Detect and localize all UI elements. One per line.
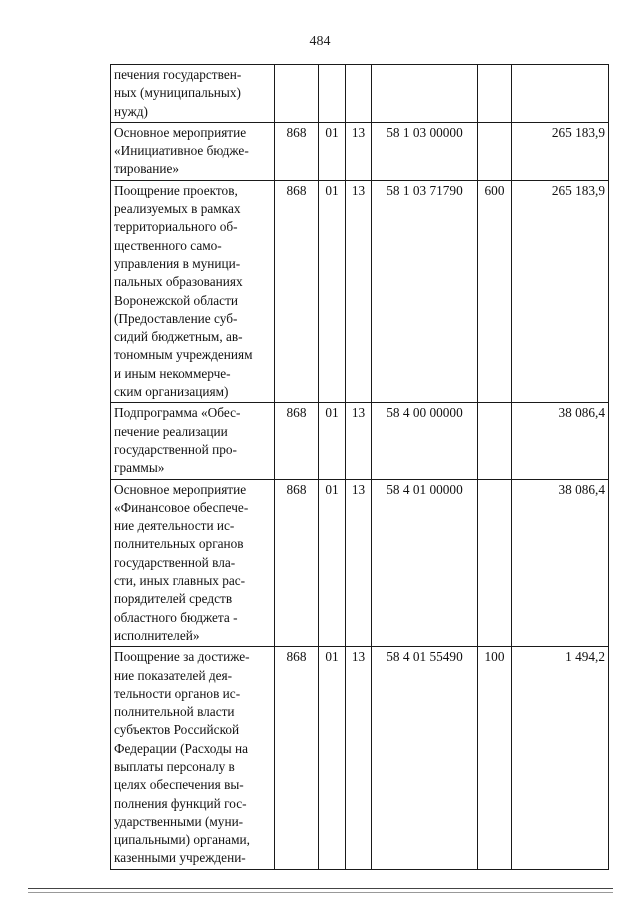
ministry-code-cell xyxy=(275,65,319,123)
table-body xyxy=(111,65,609,870)
target-article-cell: 58 1 03 71790 xyxy=(372,180,478,403)
amount-cell xyxy=(512,65,609,123)
expense-type-cell: 600 xyxy=(478,180,512,403)
target-article-cell: 58 4 00 00000 xyxy=(372,403,478,479)
ministry-code-cell: 868 xyxy=(275,403,319,479)
amount-cell: 38 086,4 xyxy=(512,479,609,647)
section-code-cell: 01 xyxy=(319,122,346,180)
amount-cell: 38 086,4 xyxy=(512,403,609,479)
ministry-code-cell: 868 xyxy=(275,479,319,647)
table-row xyxy=(111,479,609,647)
table-row xyxy=(111,647,609,870)
subsection-code-cell: 13 xyxy=(346,647,372,870)
ministry-code-cell: 868 xyxy=(275,122,319,180)
expense-type-cell xyxy=(478,122,512,180)
expense-type-cell: 100 xyxy=(478,647,512,870)
footer-rule-thin xyxy=(28,892,613,893)
table-row xyxy=(111,122,609,180)
amount-cell: 265 183,9 xyxy=(512,122,609,180)
subsection-code-cell: 13 xyxy=(346,479,372,647)
footer-rule xyxy=(28,888,613,889)
row-name-cell: Основное мероприятие «Инициативное бюдже- тирование» xyxy=(111,122,275,180)
amount-cell: 265 183,9 xyxy=(512,180,609,403)
row-name-cell: Поощрение за достиже- ние показателей дея- тельности органов ис- полнительной власти субъектов Российской Федерации (Расходы на выплаты персоналу в целях обеспечения вы- полнения функций гос- ударственными (муни- ципальными) органами, казенными учреждени- xyxy=(111,647,275,870)
section-code-cell: 01 xyxy=(319,403,346,479)
ministry-code-cell: 868 xyxy=(275,180,319,403)
table-row xyxy=(111,403,609,479)
section-code-cell: 01 xyxy=(319,647,346,870)
page-number: 484 xyxy=(309,34,331,49)
target-article-cell: 58 1 03 00000 xyxy=(372,122,478,180)
expense-type-cell xyxy=(478,65,512,123)
expense-type-cell xyxy=(478,479,512,647)
subsection-code-cell: 13 xyxy=(346,180,372,403)
target-article-cell: 58 4 01 00000 xyxy=(372,479,478,647)
subsection-code-cell: 13 xyxy=(346,122,372,180)
section-code-cell: 01 xyxy=(319,180,346,403)
section-code-cell: 01 xyxy=(319,479,346,647)
subsection-code-cell: 13 xyxy=(346,403,372,479)
row-name-cell: печения государствен- ных (муниципальных) нужд) xyxy=(111,65,275,123)
target-article-cell: 58 4 01 55490 xyxy=(372,647,478,870)
ministry-code-cell: 868 xyxy=(275,647,319,870)
row-name-cell: Поощрение проектов, реализуемых в рамках территориального об- щественного само- управления в муници- пальных образованиях Воронежской области (Предоставление суб- сидий бюджетным, ав- тономным учреждениям и иным некоммерче- ским организациям) xyxy=(111,180,275,403)
amount-cell: 1 494,2 xyxy=(512,647,609,870)
section-code-cell xyxy=(319,65,346,123)
table-row xyxy=(111,65,609,123)
row-name-cell: Основное мероприятие «Финансовое обеспече- ние деятельности ис- полнительных органов государственной вла- сти, иных главных рас- порядителей средств областного бюджета - исполнителей» xyxy=(111,479,275,647)
subsection-code-cell xyxy=(346,65,372,123)
budget-table xyxy=(110,64,609,870)
table-row xyxy=(111,180,609,403)
row-name-cell: Подпрограмма «Обес- печение реализации государственной про- граммы» xyxy=(111,403,275,479)
target-article-cell xyxy=(372,65,478,123)
expense-type-cell xyxy=(478,403,512,479)
